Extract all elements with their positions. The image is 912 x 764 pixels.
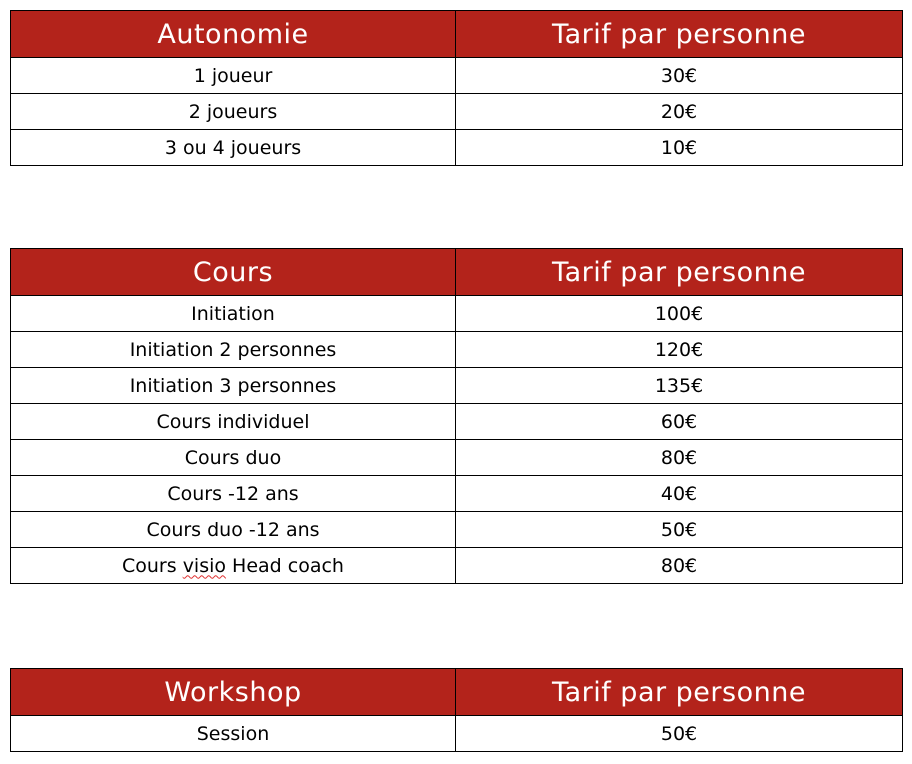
table-header-row xyxy=(11,11,903,58)
row-label: Cours duo -12 ans xyxy=(11,512,456,548)
header-category: Workshop xyxy=(11,669,456,716)
row-label: Initiation 3 personnes xyxy=(11,368,456,404)
table-row xyxy=(11,296,903,332)
row-price: 50€ xyxy=(456,716,903,752)
row-price: 135€ xyxy=(456,368,903,404)
header-price: Tarif par personne xyxy=(456,249,903,296)
row-price: 40€ xyxy=(456,476,903,512)
row-price: 50€ xyxy=(456,512,903,548)
row-label: 1 joueur xyxy=(11,58,456,94)
table-header-row xyxy=(11,249,903,296)
table-row xyxy=(11,512,903,548)
row-label: 3 ou 4 joueurs xyxy=(11,130,456,166)
table-cours xyxy=(10,248,903,584)
row-price: 100€ xyxy=(456,296,903,332)
row-label: Initiation 2 personnes xyxy=(11,332,456,368)
table-row xyxy=(11,716,903,752)
row-label-visio: Cours visio Head coach xyxy=(11,548,456,584)
row-price: 80€ xyxy=(456,548,903,584)
table-row xyxy=(11,332,903,368)
row-label: Session xyxy=(11,716,456,752)
row-price: 30€ xyxy=(456,58,903,94)
row-price: 80€ xyxy=(456,440,903,476)
table-row xyxy=(11,476,903,512)
header-price: Tarif par personne xyxy=(456,11,903,58)
table-row xyxy=(11,368,903,404)
table-row xyxy=(11,94,903,130)
table-row xyxy=(11,404,903,440)
row-price: 60€ xyxy=(456,404,903,440)
row-label: Initiation xyxy=(11,296,456,332)
spellcheck-marked-word: visio xyxy=(182,554,227,577)
row-price: 20€ xyxy=(456,94,903,130)
row-price: 120€ xyxy=(456,332,903,368)
table-workshop xyxy=(10,668,903,752)
header-category: Autonomie xyxy=(11,11,456,58)
header-category: Cours xyxy=(11,249,456,296)
row-label: Cours individuel xyxy=(11,404,456,440)
header-price: Tarif par personne xyxy=(456,669,903,716)
row-price: 10€ xyxy=(456,130,903,166)
table-row xyxy=(11,440,903,476)
row-label: Cours duo xyxy=(11,440,456,476)
row-label: Cours -12 ans xyxy=(11,476,456,512)
row-label: 2 joueurs xyxy=(11,94,456,130)
table-autonomie xyxy=(10,10,903,166)
table-row xyxy=(11,548,903,584)
table-row xyxy=(11,130,903,166)
table-row xyxy=(11,58,903,94)
table-header-row xyxy=(11,669,903,716)
